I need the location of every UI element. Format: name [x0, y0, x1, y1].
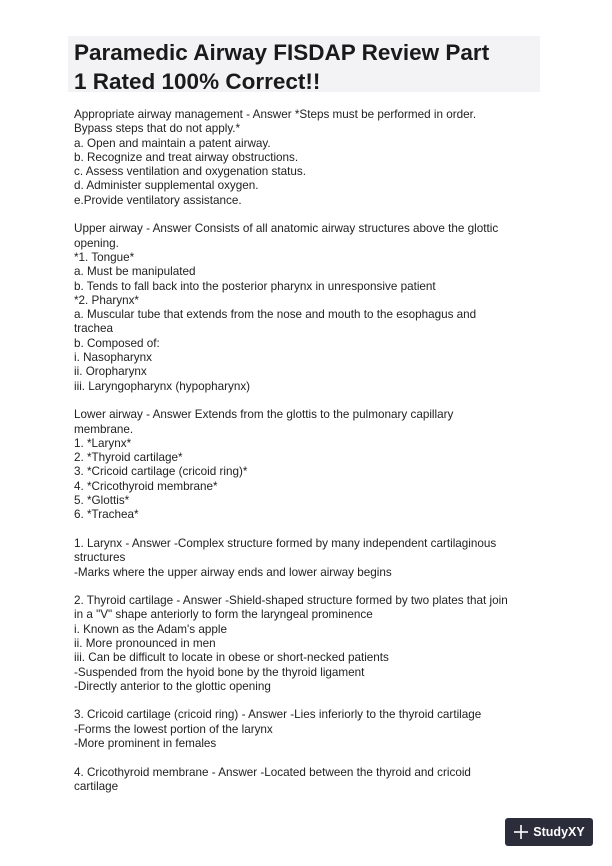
- text-line: Upper airway - Answer Consists of all anatomic airway structures above the glottic: [74, 222, 499, 236]
- text-line: -Forms the lowest portion of the larynx: [74, 722, 273, 736]
- text-line: -Marks where the upper airway ends and lower airway begins: [74, 565, 392, 579]
- text-line: Appropriate airway management - Answer *Steps must be performed in order.: [74, 108, 477, 121]
- text-line: 1. Larynx - Answer -Complex structure formed by many independent cartilaginous: [74, 536, 497, 550]
- text-line: *1. Tongue*: [74, 250, 135, 264]
- qa-block: [74, 222, 544, 394]
- qa-block: [74, 408, 544, 522]
- text-line: membrane.: [74, 422, 134, 436]
- text-line: b. Composed of:: [74, 336, 160, 350]
- brand-name: StudyXY: [533, 825, 585, 839]
- text-line: 3. *Cricoid cartilage (cricoid ring)*: [74, 465, 248, 479]
- title-line: Paramedic Airway FISDAP Review Part: [74, 40, 490, 65]
- text-line: structures: [74, 551, 126, 565]
- text-line: -Suspended from the hyoid bone by the thyroid ligament: [74, 665, 365, 679]
- text-line: Bypass steps that do not apply.*: [74, 122, 241, 136]
- qa-block: [74, 537, 544, 580]
- title-line: 1 Rated 100% Correct!!: [74, 69, 321, 94]
- text-line: e.Provide ventilatory assistance.: [74, 193, 242, 207]
- qa-block: [74, 594, 544, 694]
- qa-block: [74, 108, 544, 208]
- text-line: 1. *Larynx*: [74, 436, 132, 450]
- page-title: [74, 38, 540, 96]
- text-line: 2. Thyroid cartilage - Answer -Shield-shaped structure formed by two plates that join: [74, 594, 508, 608]
- text-line: in a "V" shape anteriorly to form the laryngeal prominence: [74, 608, 373, 622]
- text-line: iii. Laryngopharynx (hypopharynx): [74, 379, 251, 393]
- text-line: i. Nasopharynx: [74, 351, 152, 365]
- text-line: trachea: [74, 322, 113, 336]
- document-body: [74, 108, 544, 809]
- text-line: 6. *Trachea*: [74, 508, 139, 522]
- text-line: 5. *Glottis*: [74, 494, 130, 508]
- text-line: Lower airway - Answer Extends from the glottis to the pulmonary capillary: [74, 408, 454, 422]
- text-line: cartilage: [74, 779, 119, 793]
- text-line: -Directly anterior to the glottic opening: [74, 679, 271, 693]
- text-line: 2. *Thyroid cartilage*: [74, 451, 183, 465]
- text-line: 4. *Cricothyroid membrane*: [74, 479, 218, 493]
- plus-icon: [513, 824, 529, 840]
- text-line: a. Open and maintain a patent airway.: [74, 136, 271, 150]
- text-line: c. Assess ventilation and oxygenation status.: [74, 165, 306, 179]
- studyxy-badge[interactable]: [505, 818, 593, 846]
- text-line: opening.: [74, 236, 119, 250]
- text-line: 3. Cricoid cartilage (cricoid ring) - Answer -Lies inferiorly to the thyroid cartilage: [74, 708, 482, 722]
- text-line: -More prominent in females: [74, 737, 217, 751]
- qa-block: [74, 766, 544, 795]
- text-line: *2. Pharynx*: [74, 293, 139, 307]
- text-line: d. Administer supplemental oxygen.: [74, 179, 259, 193]
- text-line: ii. Oropharynx: [74, 365, 147, 379]
- text-line: a. Muscular tube that extends from the nose and mouth to the esophagus and: [74, 308, 477, 322]
- text-line: 4. Cricothyroid membrane - Answer -Located between the thyroid and cricoid: [74, 765, 471, 779]
- qa-block: [74, 708, 544, 751]
- text-line: iii. Can be difficult to locate in obese or short-necked patients: [74, 651, 389, 665]
- text-line: b. Recognize and treat airway obstructions.: [74, 150, 299, 164]
- text-line: ii. More pronounced in men: [74, 636, 216, 650]
- text-line: b. Tends to fall back into the posterior pharynx in unresponsive patient: [74, 279, 436, 293]
- text-line: i. Known as the Adam's apple: [74, 622, 227, 636]
- text-line: a. Must be manipulated: [74, 265, 196, 279]
